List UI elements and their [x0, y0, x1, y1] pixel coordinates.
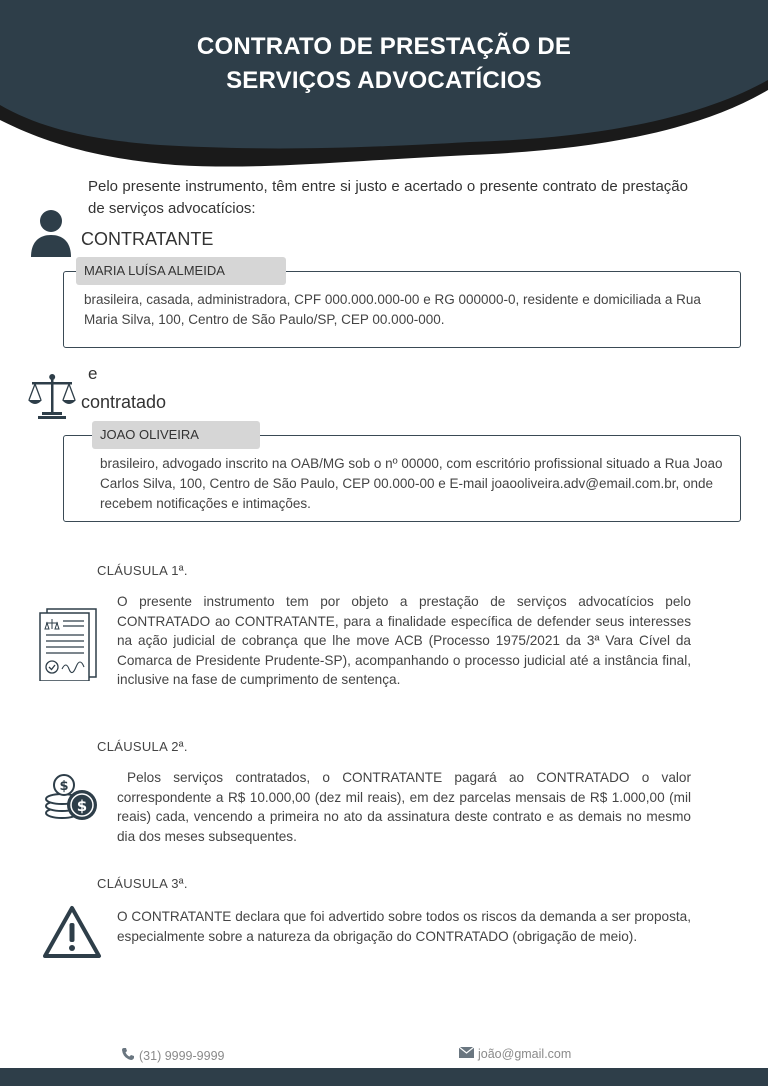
- phone-icon: [121, 1047, 135, 1064]
- warning-icon: [42, 905, 102, 964]
- contratante-details: brasileira, casada, administradora, CPF 000.000.000-00 e RG 000000-0, residente e domiciliada a Rua Maria Silva, 100, Centro de São Paulo/SP, CEP 00.000-000.: [84, 292, 701, 327]
- footer-bar: [0, 1068, 768, 1086]
- svg-text:$: $: [76, 797, 88, 815]
- clause-2-title: CLÁUSULA 2ª.: [97, 739, 188, 754]
- clause-3-title: CLÁUSULA 3ª.: [97, 876, 188, 891]
- title-line-1: CONTRATO DE PRESTAÇÃO DE: [196, 33, 572, 60]
- contratado-name: JOAO OLIVEIRA: [92, 421, 260, 449]
- footer-phone[interactable]: [121, 1047, 224, 1064]
- person-icon: [30, 206, 72, 263]
- svg-text:$: $: [59, 779, 69, 794]
- intro-paragraph: Pelo presente instrumento, têm entre si justo e acertado o presente contrato de prestação de serviços advocatícios:: [88, 178, 688, 217]
- clause-1-title: CLÁUSULA 1ª.: [97, 563, 188, 578]
- money-coins-icon: [44, 773, 100, 830]
- footer-email-text: joão@gmail.com: [478, 1047, 572, 1061]
- contract-document-icon: [38, 607, 98, 686]
- contratado-details: brasileiro, advogado inscrito na OAB/MG sob o nº 00000, com escritório profissional situado a Rua Joao Carlos Silva, 100, Centro de São Paulo, CEP 00.000-00 e E-mail joaooliveira.adv@email.com.br, onde recebem notificações e intimações.: [100, 456, 723, 511]
- clause-1-text: O presente instrumento tem por objeto a prestação de serviços advocatícios pelo CONTRATADO ao CONTRATANTE, para a finalidade específica de defender seus interesses na ação judicial de cobrança que lhe move ACB (Processo 1975/2021 da 3ª Vara Cível da Comarca de Presidente Prudente-SP), acompanhando o processo judicial até a instância final, inclusive na fase de cumprimento de sentença.: [117, 594, 691, 687]
- contratado-label: contratado: [81, 392, 167, 412]
- title-line-2: SERVIÇOS ADVOCATÍCIOS: [226, 67, 542, 94]
- contratante-label: CONTRATANTE: [81, 229, 214, 249]
- clause-3-text: O CONTRATANTE declara que foi advertido sobre todos os riscos da demanda a ser proposta, especialmente sobre a natureza da obrigação do CONTRATADO (obrigação de meio).: [117, 909, 691, 944]
- scales-of-justice-icon: [27, 372, 77, 425]
- clause-2-text: Pelos serviços contratados, o CONTRATANTE pagará ao CONTRATADO o valor correspondente a R$ 10.000,00 (dez mil reais), em dez parcelas mensais de R$ 1.000,00 (mil reais) cada, vencendo a primeira no ato da assinatura deste contrato e as demais no mesmo dia dos meses subsequentes.: [117, 770, 691, 844]
- footer-phone-text: (31) 9999-9999: [139, 1048, 225, 1063]
- header-banner: [0, 0, 768, 180]
- footer-email[interactable]: [459, 1047, 571, 1061]
- contratante-name: MARIA LUÍSA ALMEIDA: [76, 257, 286, 285]
- connector-e: e: [88, 364, 98, 383]
- email-icon: [459, 1047, 474, 1061]
- page-title: [0, 30, 768, 98]
